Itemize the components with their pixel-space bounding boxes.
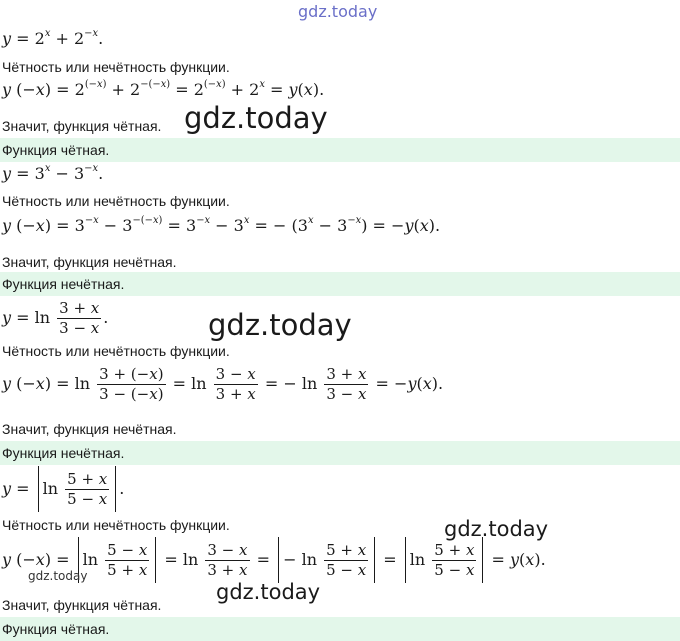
answer-band-4 xyxy=(0,617,680,641)
parity-label: Чётность или нечётность функции. xyxy=(2,59,230,75)
formula-2-def: y = 3 $^x$ − 3 $^{-x}$ . xyxy=(2,162,104,183)
parity-label: Чётность или нечётность функции. xyxy=(2,343,230,359)
watermark: gdz.today xyxy=(184,101,328,135)
formula-2-check: y (− x ) = 3 $^{-x}$ − 3 $^{-(-x )}$ = 3 $^{-x}$ − 3 $^x$ = − (3 $^x$ − 3 $^{-x}$ ) = − y ( x ). xyxy=(2,214,441,235)
result-text-2: Значит, функция нечётная. xyxy=(2,254,177,270)
answer-text-2: Функция нечётная. xyxy=(2,276,125,292)
watermark: gdz.today xyxy=(208,308,352,342)
formula-1-def: y = 2 $^x$ + 2 $^{-x}$ . xyxy=(2,27,104,48)
watermark: gdz.today xyxy=(28,569,88,583)
answer-text-4: Функция чётная. xyxy=(2,621,110,637)
result-text-4: Значит, функция чётная. xyxy=(2,597,162,613)
answer-text-3: Функция нечётная. xyxy=(2,445,125,461)
answer-band-3 xyxy=(0,441,680,465)
parity-label: Чётность или нечётность функции. xyxy=(2,517,230,533)
formula-4-check: y (− x ) = ln $\frac{5 - x}{5 + x}$ = ln $\frac{3 - x}{3 + x}$ = − ln $\frac{5 + x}{5 - x}$ = ln $\frac{5 + x}{5 - x}$ = y ( x ). xyxy=(2,536,546,584)
formula-3-check: y (− x ) = ln $\frac{3 + (-x)}{3 - (-x)}$ = ln $\frac{3 - x}{3 + x}$ = − ln $\frac{3 + x}{3 - x}$ = − y ( x ). xyxy=(2,364,444,403)
formula-4-def: y = ln $\frac{5 + x}{5 - x}$ . xyxy=(2,465,124,513)
watermark: gdz.today xyxy=(298,2,378,21)
parity-label: Чётность или нечётность функции. xyxy=(2,193,230,209)
watermark: gdz.today xyxy=(216,580,321,604)
answer-band-2 xyxy=(0,272,680,296)
watermark: gdz.today xyxy=(444,517,549,541)
formula-1-check: y (− x ) = 2 $^{(-x )}$ + 2 $^{-(-x )}$ = 2 $^{(-x )}$ + 2 $^x$ = y ( x ). xyxy=(2,78,325,99)
result-text-3: Значит, функция нечётная. xyxy=(2,421,177,437)
answer-band-1 xyxy=(0,138,680,162)
answer-text-1: Функция чётная. xyxy=(2,142,110,158)
result-text-1: Значит, функция чётная. xyxy=(2,118,162,134)
formula-3-def: y = ln $\frac{3 + x}{3 - x}$ . xyxy=(2,298,109,337)
